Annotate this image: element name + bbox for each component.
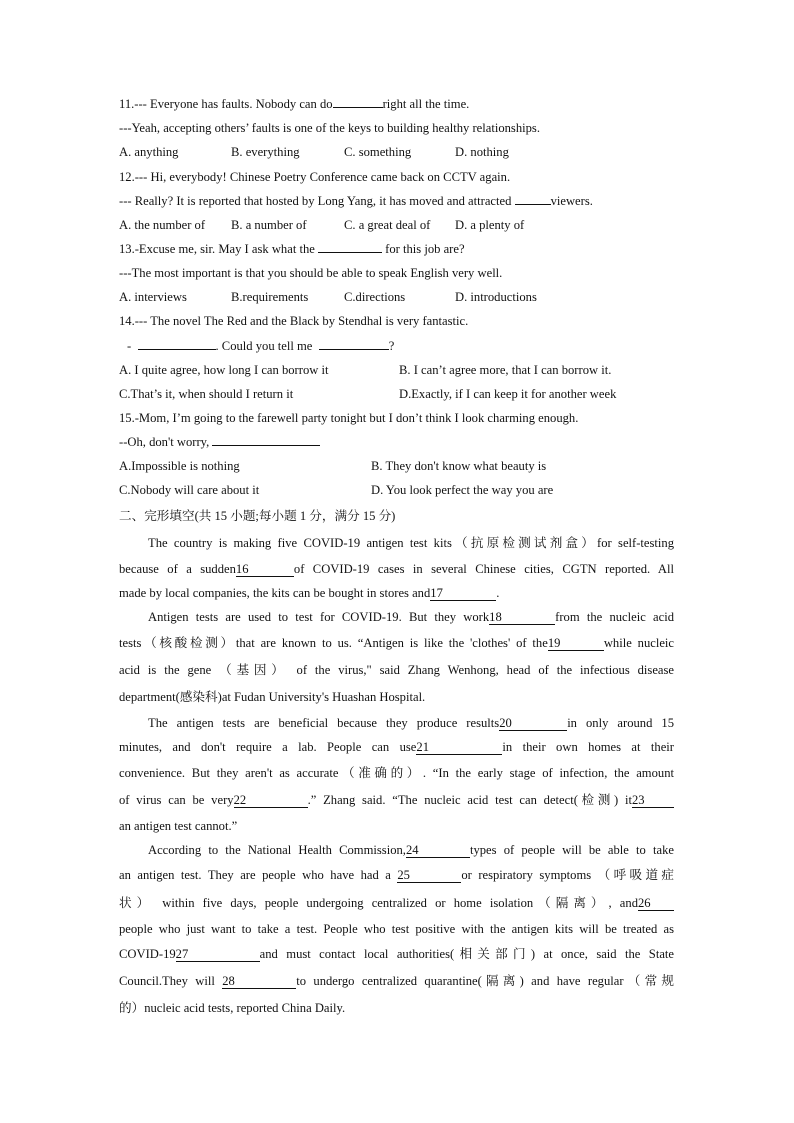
- para4-line-6: Council.They will 28 to undergo centralized quarantine(隔离) and have regular（常规: [119, 974, 674, 988]
- para3-line-5: an antigen test cannot.”: [119, 819, 238, 833]
- q15-option-a: A.Impossible is nothing: [119, 459, 240, 473]
- blank-18: 18: [489, 611, 555, 625]
- para2-line-4: department(感染科)at Fudan University's Huashan Hospital.: [119, 690, 426, 704]
- q11-option-a: A. anything: [119, 145, 179, 159]
- question-12-line-1: 12.--- Hi, everybody! Chinese Poetry Conference came back on CCTV again.: [119, 170, 511, 184]
- blank-16: 16: [236, 563, 294, 577]
- para4-line-2: an antigen test. They are people who have had a 25 or respiratory symptoms （呼吸道症: [119, 868, 674, 882]
- blank: [333, 107, 383, 108]
- q14-option-d: D.Exactly, if I can keep it for another week: [399, 387, 617, 401]
- q13-option-d: D. introductions: [455, 290, 537, 304]
- q15-option-c: C.Nobody will care about it: [119, 483, 260, 497]
- blank: [138, 349, 216, 350]
- para4-line-1: According to the National Health Commission,24 types of people will be able to take: [148, 843, 674, 857]
- question-13-line-2: ---The most important is that you should be able to speak English very well.: [119, 266, 503, 280]
- q14-option-a: A. I quite agree, how long I can borrow it: [119, 363, 329, 377]
- question-12-line-2: --- Really? It is reported that hosted by Long Yang, it has moved and attracted viewers.: [119, 194, 593, 208]
- blank-21: 21: [416, 741, 502, 755]
- para1-line-3: made by local companies, the kits can be bought in stores and17 .: [119, 586, 500, 600]
- question-11-line-1: 11.--- Everyone has faults. Nobody can do right all the time.: [119, 97, 470, 111]
- para3-line-4: of virus can be very22 .” Zhang said. “The nucleic acid test can detect(检测) it23: [119, 792, 674, 808]
- question-14-line-1: 14.--- The novel The Red and the Black by Stendhal is very fantastic.: [119, 314, 469, 328]
- blank: [515, 204, 551, 205]
- para3-line-1: The antigen tests are beneficial because they produce results20 in only around 15: [148, 716, 674, 730]
- question-11-line-2: ---Yeah, accepting others’ faults is one of the keys to building healthy relationships.: [119, 121, 540, 135]
- q15-option-b: B. They don't know what beauty is: [371, 459, 547, 473]
- para4-line-7: 的）nucleic acid tests, reported China Daily.: [119, 1001, 346, 1015]
- para4-line-4: people who just want to take a test. People who test positive with the antigen kits will be treated as: [119, 922, 674, 936]
- blank-22: 22: [234, 794, 308, 808]
- q15-option-d: D. You look perfect the way you are: [371, 483, 554, 497]
- blank: [319, 349, 389, 350]
- blank-23: 23: [632, 794, 674, 808]
- blank: [318, 252, 382, 253]
- blank-26: 26: [638, 897, 674, 911]
- para2-line-1: Antigen tests are used to test for COVID-19. But they work18 from the nucleic acid: [148, 610, 674, 624]
- para2-line-3: acid is the gene （基因） of the virus," said Zhang Wenhong, head of the infectious disease: [119, 663, 674, 677]
- para4-line-3: 状） within five days, people undergoing centralized or home isolation（隔离）, and26: [119, 895, 674, 911]
- q13-option-c: C.directions: [344, 290, 406, 304]
- blank-19: 19: [548, 637, 604, 651]
- q12-option-d: D. a plenty of: [455, 218, 525, 232]
- blank-24: 24: [406, 844, 470, 858]
- q14-option-c: C.That’s it, when should I return it: [119, 387, 294, 401]
- q14-option-b: B. I can’t agree more, that I can borrow it.: [399, 363, 612, 377]
- q12-option-b: B. a number of: [231, 218, 307, 232]
- blank-25: 25: [397, 869, 461, 883]
- q12-option-a: A. the number of: [119, 218, 206, 232]
- para4-line-5: COVID-1927 and must contact local authorities(相关部门) at once, said the State: [119, 947, 674, 961]
- q13-option-b: B.requirements: [231, 290, 309, 304]
- para2-line-2: tests（核酸检测）that are known to us. “Antigen is like the 'clothes' of the19 while nucleic: [119, 636, 675, 650]
- blank-28: 28: [222, 975, 296, 989]
- para1-line-1: The country is making five COVID-19 antigen test kits（抗原检测试剂盒）for self-testing: [148, 536, 674, 550]
- blank-27: 27: [176, 948, 260, 962]
- question-14-line-2: - . Could you tell me ?: [127, 339, 395, 353]
- q13-option-a: A. interviews: [119, 290, 187, 304]
- q12-option-c: C. a great deal of: [344, 218, 431, 232]
- blank: [212, 445, 320, 446]
- para1-line-2: because of a sudden16 of COVID-19 cases in several Chinese cities, CGTN reported. All: [119, 562, 674, 576]
- section-heading: 二、完形填空(共 15 小题;每小题 1 分，满分 15 分): [119, 509, 396, 523]
- para3-line-2: minutes, and don't require a lab. People can use21 in their own homes at their: [119, 740, 674, 754]
- blank-20: 20: [499, 717, 567, 731]
- q11-option-b: B. everything: [231, 145, 300, 159]
- blank-17: 17: [430, 587, 496, 601]
- question-13-line-1: 13.-Excuse me, sir. May I ask what the for this job are?: [119, 242, 465, 256]
- question-15-line-2: --Oh, don't worry,: [119, 434, 320, 450]
- question-15-line-1: 15.-Mom, I’m going to the farewell party tonight but I don’t think I look charming enough.: [119, 411, 579, 425]
- para3-line-3: convenience. But they aren't as accurate（准确的）. “In the early stage of infection, the amount: [119, 766, 674, 780]
- q11-option-d: D. nothing: [455, 145, 509, 159]
- q11-option-c: C. something: [344, 145, 412, 159]
